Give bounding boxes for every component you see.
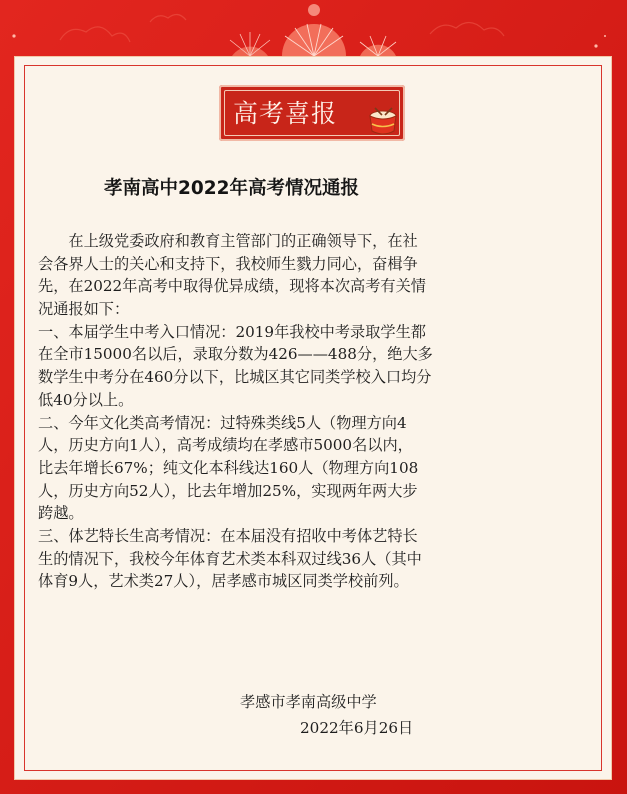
paragraph-line: 数学生中考分在460分以下，比城区其它同类学校入口均分 <box>38 368 432 387</box>
paragraph-line: 比去年增长67%；纯文化本科线达160人（物理方向108 <box>38 458 419 477</box>
paragraph-line: 一、本届学生中考入口情况：2019年我校中考录取学生都 <box>38 322 426 341</box>
signature-date: 2022年6月26日 <box>300 719 414 737</box>
paragraph-line: 会各界人士的关心和支持下，我校师生戮力同心，奋楫争 <box>38 254 418 273</box>
paragraph-line: 人，历史方向1人），高考成绩均在孝感市5000名以内， <box>38 436 413 455</box>
paragraph-line: 体育9人，艺术类27人），居孝感市城区同类学校前列。 <box>38 572 409 591</box>
banner-title: 高考喜报 <box>233 99 338 128</box>
paragraph-line: 三、体艺特长生高考情况：在本届没有招收中考体艺特长 <box>38 526 418 545</box>
paragraph-line: 生的情况下，我校今年体育艺术类本科双过线36人（其中 <box>38 549 422 568</box>
drum-icon <box>366 106 400 138</box>
paragraph-line: 在全市15000名以后，录取分数为426——488分，绝大多 <box>38 345 433 364</box>
paragraph-line: 低40分以上。 <box>38 390 134 409</box>
notice-title: 孝南高中2022年高考情况通报 <box>104 178 359 199</box>
notice-body <box>38 230 598 593</box>
paragraph-line: 先，在2022年高考中取得优异成绩，现将本次高考有关情 <box>38 277 426 296</box>
paragraph-line: 二、今年文化类高考情况：过特殊类线5人（物理方向4 <box>38 413 407 432</box>
paragraph-line: 在上级党委政府和教育主管部门的正确领导下，在社 <box>38 232 418 250</box>
signature-organization: 孝感市孝南高级中学 <box>240 693 377 711</box>
paragraph-line: 跨越。 <box>38 504 84 523</box>
paragraph-line: 况通报如下： <box>38 300 130 319</box>
paragraph-line: 人，历史方向52人），比去年增加25%，实现两年两大步 <box>38 481 418 500</box>
